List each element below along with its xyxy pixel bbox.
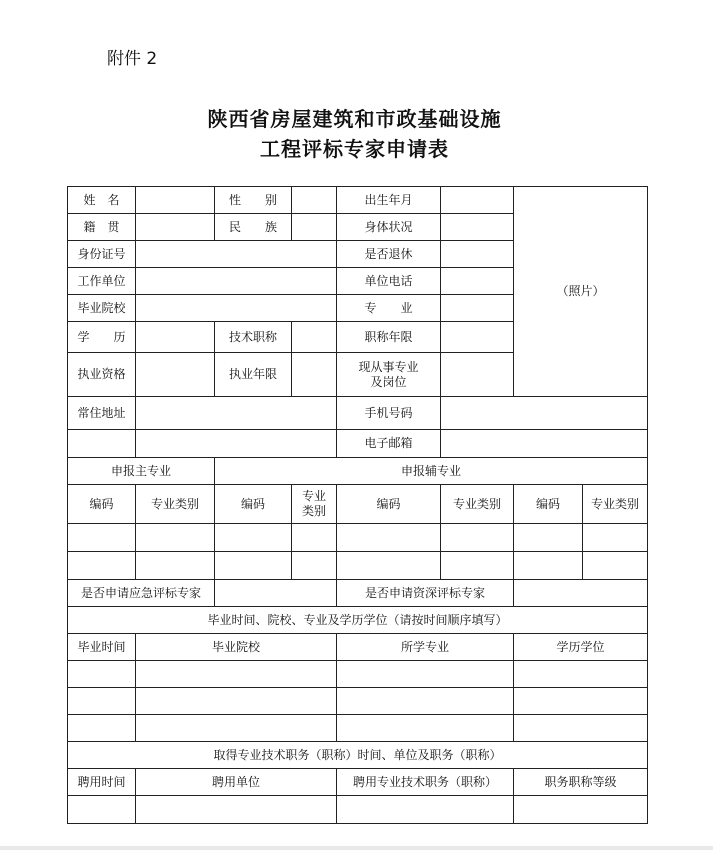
name-field[interactable] [136, 187, 215, 214]
specialty-cell[interactable] [215, 552, 292, 580]
native-label: 籍 贯 [68, 214, 136, 241]
edu-cell[interactable] [337, 688, 514, 715]
category-header: 专业类别 [583, 485, 648, 524]
code-header: 编码 [514, 485, 583, 524]
photo-box[interactable] [514, 187, 648, 397]
address-field-2[interactable] [136, 430, 337, 458]
senior-expert-field[interactable] [514, 580, 648, 607]
application-form-table [67, 186, 648, 824]
job-section-header: 取得专业技术职务（职称）时间、单位及职务（职称） [68, 742, 648, 769]
unit-phone-label: 单位电话 [337, 268, 441, 295]
table-row [68, 580, 648, 607]
code-header: 编码 [337, 485, 441, 524]
form-title-line1: 陕西省房屋建筑和市政基础设施 [207, 107, 502, 131]
table-row [68, 458, 648, 485]
table-row [68, 715, 648, 742]
table-row [68, 796, 648, 824]
emergency-expert-label: 是否申请应急评标专家 [68, 580, 215, 607]
edu-cell[interactable] [514, 688, 648, 715]
hire-time-header: 聘用时间 [68, 769, 136, 796]
major-label: 专 业 [337, 295, 441, 322]
title-years-field[interactable] [441, 322, 514, 353]
specialty-cell[interactable] [514, 524, 583, 552]
practice-years-field[interactable] [292, 353, 337, 397]
job-cell[interactable] [514, 796, 648, 824]
specialty-cell[interactable] [292, 524, 337, 552]
category-line2: 类别 [301, 504, 326, 518]
major-field[interactable] [441, 295, 514, 322]
current-major-line1: 现从事专业 [358, 359, 419, 374]
grad-school-field[interactable] [136, 295, 337, 322]
mobile-field[interactable] [441, 397, 648, 430]
table-row [68, 430, 648, 458]
ethnic-field[interactable] [292, 214, 337, 241]
gender-label: 性 别 [215, 187, 292, 214]
table-row [68, 187, 648, 214]
health-field[interactable] [441, 214, 514, 241]
hire-unit-header: 聘用单位 [136, 769, 337, 796]
category-line1: 专业 [301, 489, 326, 503]
form-title-line2: 工程评标专家申请表 [260, 137, 449, 161]
edu-cell[interactable] [68, 688, 136, 715]
category-header: 专业类别 [441, 485, 514, 524]
code-header: 编码 [68, 485, 136, 524]
gender-field[interactable] [292, 187, 337, 214]
edu-cell[interactable] [337, 715, 514, 742]
specialty-cell[interactable] [292, 552, 337, 580]
table-row [68, 742, 648, 769]
name-label: 姓 名 [68, 187, 136, 214]
category-header [292, 485, 337, 524]
birth-field[interactable] [441, 187, 514, 214]
native-field[interactable] [136, 214, 215, 241]
studied-major-header: 所学专业 [337, 634, 514, 661]
tech-title-label: 技术职称 [215, 322, 292, 353]
edu-cell[interactable] [68, 661, 136, 688]
emergency-expert-field[interactable] [215, 580, 337, 607]
address-field[interactable] [136, 397, 337, 430]
aux-specialty-header: 申报辅专业 [215, 458, 648, 485]
edu-cell[interactable] [136, 715, 337, 742]
specialty-cell[interactable] [337, 552, 441, 580]
specialty-cell[interactable] [68, 552, 136, 580]
id-label: 身份证号 [68, 241, 136, 268]
grad-school-label: 毕业院校 [68, 295, 136, 322]
health-label: 身体状况 [337, 214, 441, 241]
education-field[interactable] [136, 322, 215, 353]
title-years-label: 职称年限 [337, 322, 441, 353]
email-label: 电子邮箱 [337, 430, 441, 458]
specialty-cell[interactable] [136, 552, 215, 580]
id-field[interactable] [136, 241, 337, 268]
unit-phone-field[interactable] [441, 268, 514, 295]
job-cell[interactable] [337, 796, 514, 824]
position-level-header: 职务职称等级 [514, 769, 648, 796]
specialty-cell[interactable] [583, 552, 648, 580]
specialty-cell[interactable] [514, 552, 583, 580]
page-bottom-edge [0, 846, 713, 850]
specialty-cell[interactable] [68, 524, 136, 552]
specialty-cell[interactable] [441, 524, 514, 552]
specialty-cell[interactable] [337, 524, 441, 552]
degree-header: 学历学位 [514, 634, 648, 661]
table-row [68, 607, 648, 634]
main-specialty-header: 申报主专业 [68, 458, 215, 485]
education-label: 学 历 [68, 322, 136, 353]
work-unit-label: 工作单位 [68, 268, 136, 295]
edu-cell[interactable] [68, 715, 136, 742]
edu-cell[interactable] [136, 661, 337, 688]
qualification-label: 执业资格 [68, 353, 136, 397]
photo-label: （照片） [556, 284, 605, 298]
current-major-line2: 及岗位 [370, 374, 407, 389]
address-extra-field[interactable] [68, 430, 136, 458]
specialty-cell[interactable] [441, 552, 514, 580]
retired-field[interactable] [441, 241, 514, 268]
specialty-cell[interactable] [583, 524, 648, 552]
table-row [68, 397, 648, 430]
ethnic-label: 民 族 [215, 214, 292, 241]
work-unit-field[interactable] [136, 268, 337, 295]
attachment-label: 附件 2 [107, 49, 158, 69]
birth-label: 出生年月 [337, 187, 441, 214]
grad-time-header: 毕业时间 [68, 634, 136, 661]
email-field[interactable] [441, 430, 648, 458]
tech-title-field[interactable] [292, 322, 337, 353]
table-row [68, 661, 648, 688]
specialty-cell[interactable] [136, 524, 215, 552]
qualification-field[interactable] [136, 353, 215, 397]
hire-position-header: 聘用专业技术职务（职称） [337, 769, 514, 796]
code-header: 编码 [215, 485, 292, 524]
job-cell[interactable] [136, 796, 337, 824]
specialty-cell[interactable] [215, 524, 292, 552]
job-cell[interactable] [68, 796, 136, 824]
edu-cell[interactable] [514, 715, 648, 742]
education-section-header: 毕业时间、院校、专业及学历学位（请按时间顺序填写） [68, 607, 648, 634]
edu-cell[interactable] [514, 661, 648, 688]
mobile-label: 手机号码 [337, 397, 441, 430]
edu-cell[interactable] [136, 688, 337, 715]
table-row [68, 485, 648, 524]
table-row [68, 634, 648, 661]
practice-years-label: 执业年限 [215, 353, 292, 397]
table-row [68, 769, 648, 796]
current-major-field[interactable] [441, 353, 514, 397]
table-row [68, 524, 648, 552]
table-row [68, 552, 648, 580]
current-major-label [337, 353, 441, 397]
grad-school-header: 毕业院校 [136, 634, 337, 661]
senior-expert-label: 是否申请资深评标专家 [337, 580, 514, 607]
retired-label: 是否退休 [337, 241, 441, 268]
edu-cell[interactable] [337, 661, 514, 688]
table-row [68, 688, 648, 715]
category-header: 专业类别 [136, 485, 215, 524]
address-label: 常住地址 [68, 397, 136, 430]
